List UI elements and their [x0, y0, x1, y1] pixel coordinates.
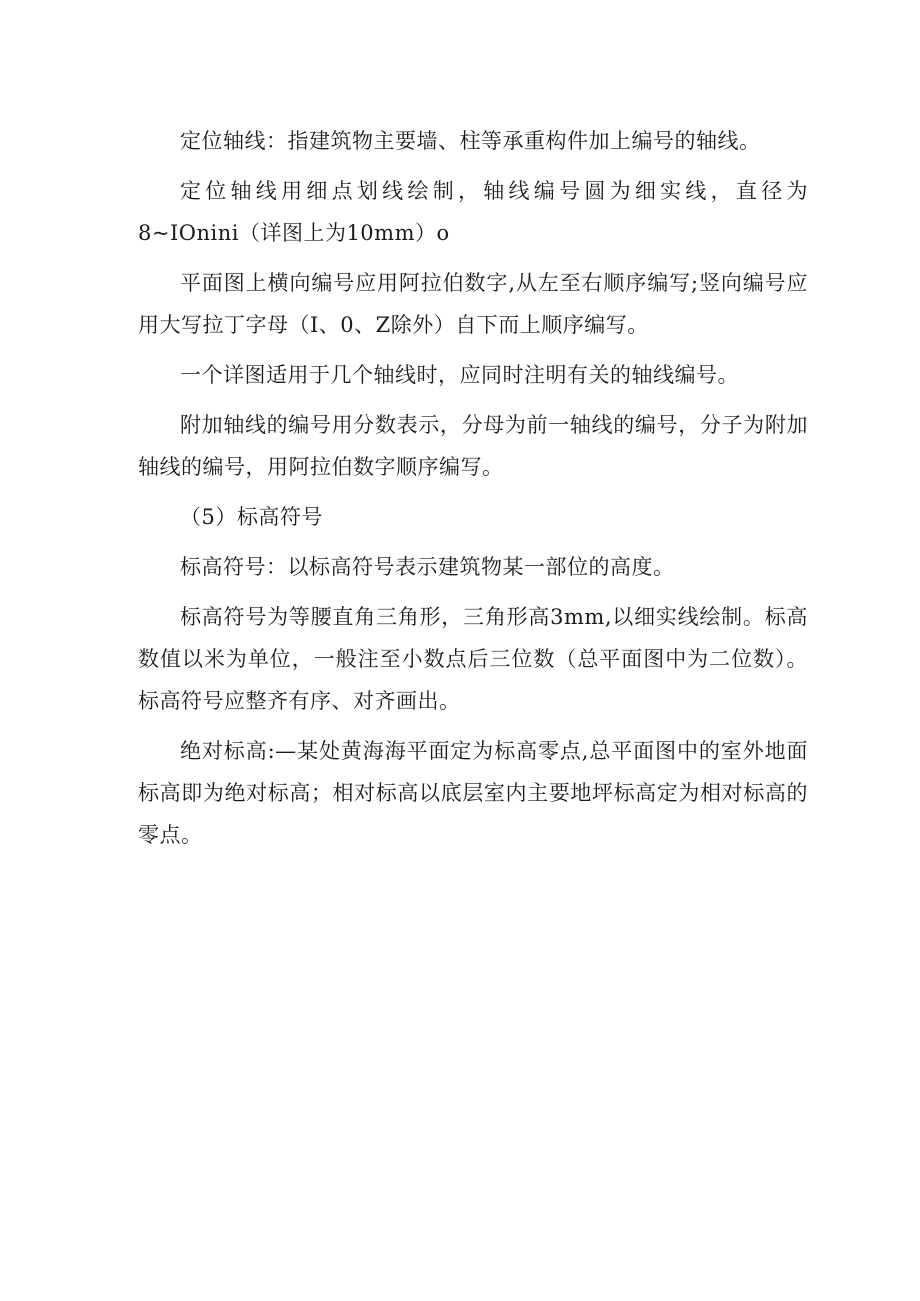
- paragraph-additional-axes: 附加轴线的编号用分数表示，分母为前一轴线的编号，分子为附加轴线的编号，用阿拉伯数字顺序编写。: [138, 413, 808, 479]
- paragraph-axis-definition: 定位轴线：指建筑物主要墙、柱等承重构件加上编号的轴线。: [180, 129, 761, 153]
- paragraph-absolute-relative-elevation: 绝对标高:—某处黄海海平面定为标高零点,总平面图中的室外地面标高即为绝对标高；相对标高以底层室内主要地坪标高定为相对标高的零点。: [138, 739, 808, 847]
- paragraph-elevation-drawing: 标高符号为等腰直角三角形，三角形高3mm,以细实线绘制。标高数值以米为单位，一般注至小数点后三位数（总平面图中为二位数）。标高符号应整齐有序、对齐画出。: [138, 605, 808, 713]
- paragraph-elevation-definition: 标高符号：以标高符号表示建筑物某一部位的高度。: [180, 555, 675, 579]
- paragraph-axis-numbering: 平面图上横向编号应用阿拉伯数字,从左至右顺序编写;竖向编号应用大写拉丁字母（I、0、Z除外）自下而上顺序编写。: [138, 271, 808, 337]
- section-heading-elevation-symbol: （5）标高符号: [180, 505, 323, 529]
- paragraph-detail-axes: 一个详图适用于几个轴线时，应同时注明有关的轴线编号。: [180, 363, 739, 387]
- document-body: [138, 120, 808, 864]
- paragraph-axis-drawing: 定位轴线用细点划线绘制，轴线编号圆为细实线，直径为8~IOnini（详图上为10mm）o: [138, 179, 808, 245]
